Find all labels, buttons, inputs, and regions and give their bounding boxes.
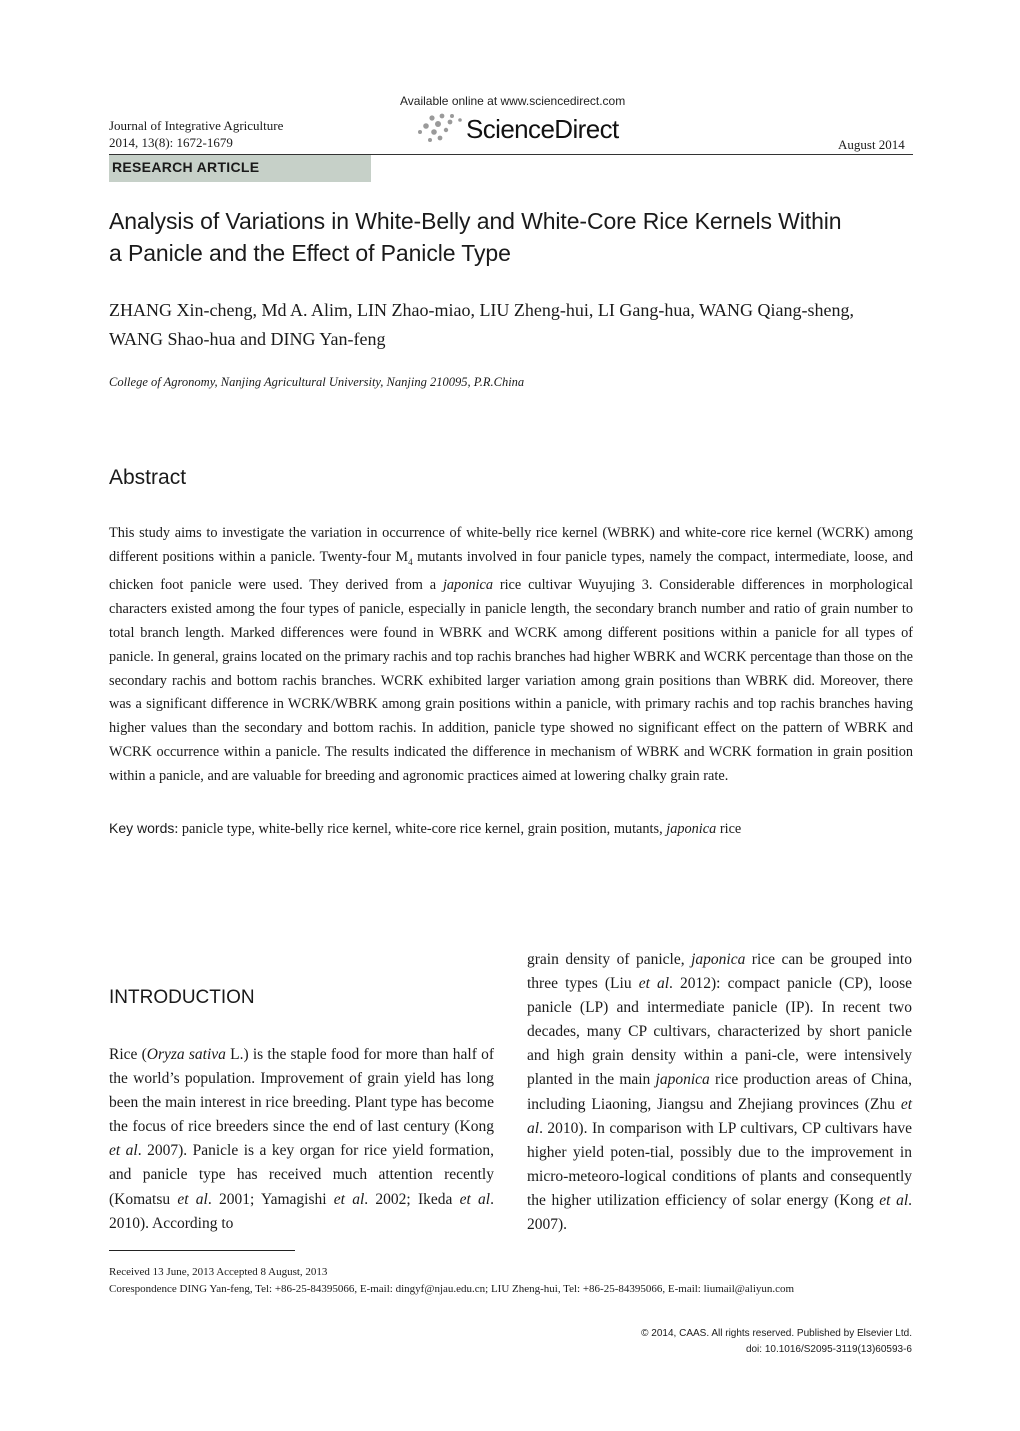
- received-dates: Received 13 June, 2013 Accepted 8 August, 2013: [109, 1266, 328, 1278]
- intro-italic: et al: [879, 1191, 909, 1209]
- intro-text: Rice (: [109, 1046, 147, 1063]
- keywords-label: Key words: [109, 820, 175, 836]
- available-online-text: Available online at www.sciencedirect.com: [400, 94, 626, 108]
- keywords-italic: japonica: [666, 821, 717, 837]
- intro-text: . 2001; Yamagishi: [207, 1190, 334, 1208]
- intro-text: . 2007). Panicle is a key organ for rice yield formation, and panicle type has received much attention recently (Komatsu: [109, 1142, 494, 1208]
- abstract-body: [109, 522, 913, 789]
- authors-line-1: ZHANG Xin-cheng, Md A. Alim, LIN Zhao-miao, LIU Zheng-hui, LI Gang-hua, WANG Qiang-sheng,: [109, 300, 855, 320]
- introduction-heading: INTRODUCTION: [109, 987, 255, 1008]
- keywords: [109, 820, 913, 838]
- footnote-divider: [109, 1250, 295, 1251]
- intro-text: rice production areas of China, including Liaoning, Jiangsu and Zhejiang provinces (Zhu: [527, 1071, 912, 1113]
- correspondence: Corespondence DING Yan-feng, Tel: +86-25-84395066, E-mail: dingyf@njau.edu.cn; LIU Zheng-hui, Tel: +86-25-84395066, E-mail: liumail@aliyun.com: [109, 1283, 795, 1295]
- sciencedirect-wordmark: ScienceDirect: [466, 114, 619, 144]
- title-line-2: a Panicle and the Effect of Panicle Type: [109, 240, 511, 266]
- intro-italic: et al: [459, 1190, 491, 1208]
- abstract-text-b: mutants involved in four panicle types, namely the compact, intermediate, loose, and chicken foot panicle were used. They derived from a: [109, 548, 913, 594]
- issue-date: August 2014: [838, 137, 905, 152]
- article-title: [109, 205, 921, 269]
- author-list: [109, 296, 919, 354]
- journal-citation: 2014, 13(8): 1672-1679: [109, 135, 233, 150]
- article-type-banner: RESEARCH ARTICLE: [109, 155, 371, 182]
- intro-italic: et al: [177, 1190, 208, 1208]
- intro-text: . 2010). According to: [109, 1190, 494, 1232]
- intro-text: . 2010). In comparison with LP cultivars, CP cultivars have higher yield poten-tial, possibly due to the improvement in micro-meteoro-logical conditions of plants and consequently the higher utilization efficiency of solar energy (Kong: [527, 1119, 912, 1209]
- intro-italic: et al: [333, 1190, 365, 1208]
- introduction-left-column: [109, 1043, 494, 1236]
- intro-italic: Oryza sativa: [146, 1046, 226, 1063]
- title-line-1: Analysis of Variations in White-Belly and White-Core Rice Kernels Within: [109, 208, 842, 234]
- journal-info: [109, 117, 283, 151]
- introduction-right-column: [527, 948, 912, 1237]
- authors-line-2: WANG Shao-hua and DING Yan-feng: [109, 329, 386, 349]
- abstract-text-a: This study aims to investigate the variation in occurrence of white-belly rice kernel (WBRK) and white-core rice kernel (WCRK) among different positions within a panicle. Twenty-four M: [109, 525, 913, 565]
- intro-text: rice can be grouped into three types (Liu: [527, 951, 912, 993]
- abstract-italic-japonica: japonica: [442, 577, 493, 594]
- intro-italic: et al: [109, 1142, 138, 1160]
- intro-italic: japonica: [655, 1071, 710, 1089]
- keywords-text: : panicle type, white-belly rice kernel, white-core rice kernel, grain position, mutants,: [174, 821, 667, 837]
- intro-text: . 2012): compact panicle (CP), loose panicle (LP) and intermediate panicle (IP). In recent two decades, many CP cultivars, characterized by short panicle and high grain density within a pani-cle, were intensively planted in the main: [527, 975, 912, 1089]
- intro-italic: et al: [527, 1095, 912, 1137]
- abstract-subscript: 4: [408, 556, 413, 567]
- intro-text: . 2002; Ikeda: [364, 1190, 460, 1208]
- abstract-text-c: rice cultivar Wuyujing 3. Considerable differences in morphological characters existed among the four types of panicle, especially in panicle length, the secondary branch number and ratio of grain number to total branch length. Marked differences were found in WBRK and WCRK among different positions within a panicle for all types of panicle. In general, grains located on the primary rachis and top rachis branches had higher WBRK and WCRK percentage than those on the secondary rachis and bottom rachis branches. WCRK exhibited larger variation among grain positions than WBRK did. Moreover, there was a significant difference in WCRK/WBRK among grain positions within a panicle, with primary rachis and top rachis branches having higher values than the secondary and bottom rachis. In addition, panicle type showed no significant effect on the pattern of WBRK and WCRK occurrence within a panicle. The results indicated the difference in mechanism of WBRK and WCRK formation in grain position within a panicle, and are valuable for breeding and agronomic practices aimed at lowering chalky grain rate.: [109, 577, 913, 784]
- intro-text: grain density of panicle,: [527, 951, 692, 968]
- abstract-heading: Abstract: [109, 466, 187, 489]
- intro-italic: et al: [638, 975, 670, 993]
- copyright: © 2014, CAAS. All rights reserved. Published by Elsevier Ltd.: [641, 1328, 912, 1339]
- journal-name: Journal of Integrative Agriculture: [109, 118, 284, 133]
- intro-text: L.) is the staple food for more than half of the world’s population. Improvement of grain yield has long been the main interest in rice breeding. Plant type has become the focus of rice breeders since the end of last century (Kong: [109, 1046, 494, 1136]
- affiliation: College of Agronomy, Nanjing Agricultural University, Nanjing 210095, P.R.China: [109, 375, 525, 389]
- intro-italic: japonica: [691, 951, 746, 968]
- keywords-tail: rice: [716, 821, 742, 837]
- intro-text: . 2007).: [527, 1191, 913, 1234]
- doi: doi: 10.1016/S2095-3119(13)60593-6: [745, 1344, 912, 1355]
